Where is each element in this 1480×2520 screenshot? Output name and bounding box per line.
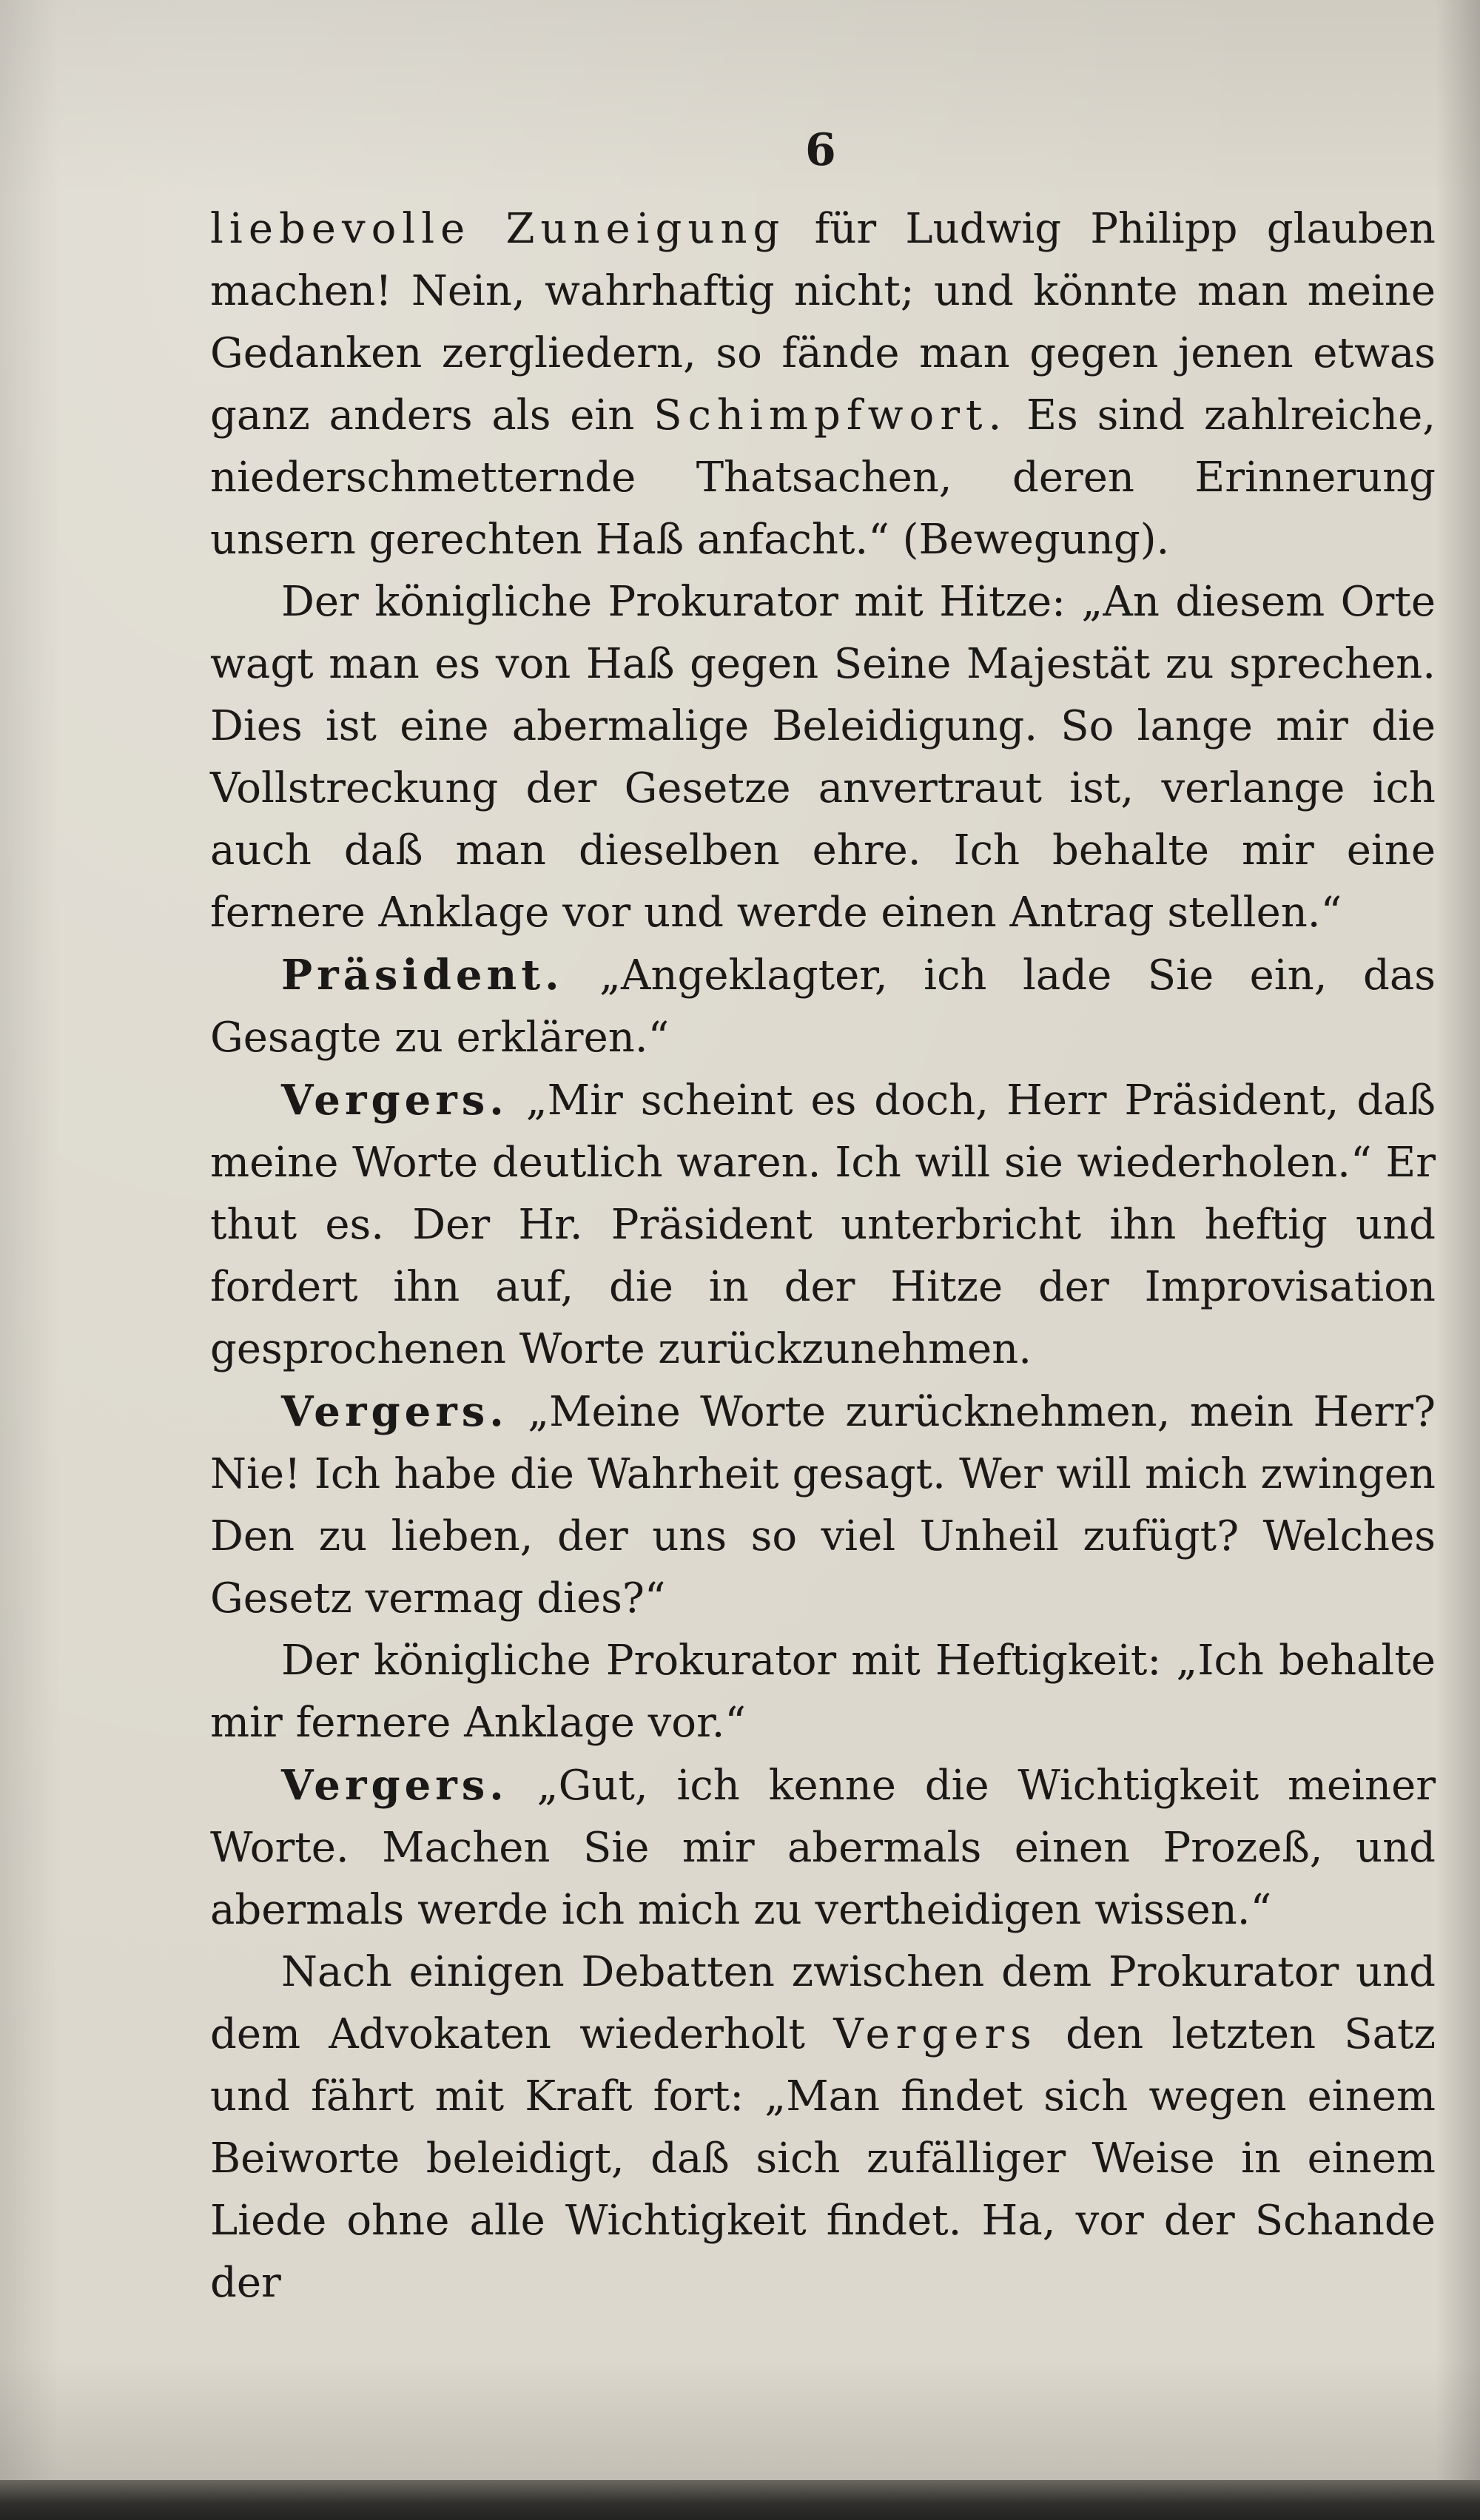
- paragraph-5: [210, 1381, 1436, 1630]
- spaced-phrase: liebevolle Zuneigung: [210, 205, 786, 253]
- text-run: für Ludwig Philipp glauben machen! Nein, wahrhaftig nicht; und könnte man meine Gedanken zergliedern, so fände man gegen jenen etwas ganz anders als ein: [210, 205, 1436, 439]
- speech: „Mir scheint es doch, Herr Präsident, daß meine Worte deutlich waren. Ich will sie wiederholen.“ Er thut es. Der Hr. Präsident unterbricht ihn heftig und fordert ihn auf, die in der Hitze der Improvisation gesprochenen Worte zurückzunehmen.: [210, 1077, 1436, 1373]
- text-run: Es sind zahlreiche, niederschmetternde Thatsachen, deren Erinnerung unsern gerechten Haß anfacht.“ (Bewegung).: [210, 391, 1436, 564]
- paragraph-7: [210, 1754, 1436, 1941]
- speaker: Präsident.: [281, 951, 564, 1000]
- body-text: [210, 198, 1436, 2314]
- text-run: den letzten Satz und fährt mit Kraft fort: „Man findet sich wegen einem Beiworte beleidigt, daß sich zufälliger Weise in einem Liede ohne alle Wichtigkeit findet. Ha, vor der Schande der: [210, 2010, 1436, 2307]
- paragraph-6: [210, 1630, 1436, 1754]
- speaker: Vergers.: [281, 1761, 508, 1810]
- speech: „Gut, ich kenne die Wichtigkeit meiner Worte. Machen Sie mir abermals einen Prozeß, und abermals werde ich mich zu vertheidigen wissen.“: [210, 1762, 1436, 1934]
- speech: mit Hitze: „An diesem Orte wagt man es von Haß gegen Seine Majestät zu sprechen. Dies ist eine abermalige Beleidigung. So lange mir die Vollstreckung der Gesetze anvertraut ist, verlange ich auch daß man dieselben ehre. Ich behalte mir eine fernere Anklage vor und werde einen Antrag stellen.“: [210, 578, 1436, 937]
- page-bottom-edge: [0, 2480, 1480, 2520]
- paragraph-4: [210, 1069, 1436, 1381]
- speaker: Der königliche Prokurator: [281, 578, 838, 626]
- paragraph-1: [210, 198, 1436, 571]
- speaker: Der königliche Prokurator: [281, 1637, 837, 1685]
- speech: „Meine Worte zurücknehmen, mein Herr? Nie! Ich habe die Wahrheit gesagt. Wer will mich zwingen Den zu lieben, der uns so viel Unheil zufügt? Welches Gesetz vermag dies?“: [210, 1388, 1436, 1623]
- page-number: 6: [805, 124, 836, 176]
- speaker: Vergers.: [281, 1387, 508, 1436]
- paragraph-3: [210, 944, 1436, 1069]
- text-run: Nach einigen Debatten zwischen dem Prokurator und dem Advokaten wiederholt: [210, 1948, 1436, 2058]
- speech: mit Heftigkeit: „Ich behalte mir fernere Anklage vor.“: [210, 1637, 1436, 1747]
- paragraph-8: [210, 1941, 1436, 2314]
- paragraph-2: [210, 571, 1436, 944]
- spaced-phrase: Vergers: [833, 2010, 1037, 2058]
- speaker: Vergers.: [281, 1076, 508, 1125]
- speech: „Angeklagter, ich lade Sie ein, das Gesagte zu erklären.“: [210, 951, 1436, 1062]
- spaced-phrase: Schimpfwort.: [653, 391, 1008, 439]
